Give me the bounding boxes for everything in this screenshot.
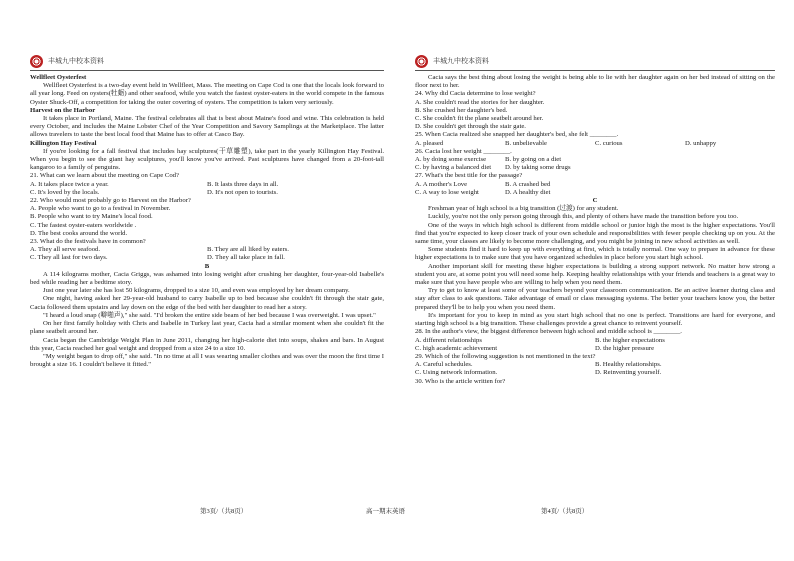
text-paragraph: One night, having asked her 29-year-old husband to carry Isabelle up to bed because she couldn't fit through the stair gate, Cacia followed them upstairs and lay down on the edge of the bed with her daughter to read her a story. [30,295,384,311]
text-paragraph: 27. What's the best title for the passage? [415,172,523,180]
text-paragraph: Wellfleet Oysterfest is a two-day event held in Wellfleet, Mass. The meeting on Cape Cod is one that the locals look forward to all year long. Feed on oysters(牡蛎) and other seafood, while you watch the fastest oyster-eaters in the world compete in the famous Oyster Shuck-Off, a competition for taking the outer covering of oysters. The competition is taken very seriously. [30,82,385,106]
answer-options [30,181,384,197]
answer-option: C. by having a balanced diet [415,164,492,172]
answer-option: B. unbelievable [505,139,547,147]
answer-options [415,361,775,377]
answer-option [685,156,775,164]
text-paragraph: On her first family holiday with Chris and Isabelle in Turkey last year, Cacia had a similar moment when she couldn't fit the plane seatbelt around her. [30,320,384,336]
text-paragraph: B. She crushed her daughter's bed. [415,106,508,114]
section-heading: Harvest on the Harbor [30,106,96,114]
school-logo-icon [415,55,428,68]
answer-options [415,164,775,172]
text-paragraph: Cacia began the Cambridge Weight Plan in June 2011, changing her high-calorie diet into soups, shakes and bars. In August this year, Cacia reached her goal weight and dropped from a size 24 to a size 10. [30,336,384,352]
answer-option: D. unhappy [685,139,717,147]
text-paragraph: "I heard a loud snap (噼啪声)," she said. "I'd broken the entire side beam of her bed because I was overweight. I was upset." [43,311,376,319]
answer-options [415,156,775,164]
left-header-title: 丰城九中校本资料 [48,57,104,65]
answer-option: D. the higher pressure [595,344,655,352]
section-heading: Wellfleet Oysterfest [30,74,87,81]
text-paragraph: It's important for you to keep in mind as you start high school that no one is perfect. Transitions are hard for everyone, and starting high school is a big transition. These challenges provide a great chance to reinvent yourself. [415,311,775,328]
right-header-rule [415,70,775,71]
text-paragraph: 25. When Cacia realized she snapped her daughter's bed, she felt ________. [415,131,619,139]
center-footer: 高一期末英语 [366,508,405,515]
right-page [397,0,794,561]
answer-option: C. They all last for two days. [30,254,108,262]
text-paragraph: D. The best cooks around the world. [30,229,128,237]
text-paragraph: 24. Why did Cacia determine to lose weight? [415,90,536,98]
answer-option: C. Using network information. [415,369,498,377]
right-page-body [415,74,775,386]
text-paragraph: 30. Who is the article written for? [415,377,506,385]
text-paragraph: Another important skill for meeting these higher expectations is building a strong support network. No matter how strong a student you are, at some point you will need some help. Keeping healthy relationships with your friends and teachers is a great way to make sure that you have people who are willing to help when you need them. [415,262,775,287]
text-paragraph: A. People who want to go to a festival in November. [30,205,171,213]
answer-option: D. by taking some drugs [505,164,571,172]
text-paragraph: 21. What can we learn about the meeting on Cape Cod? [30,172,179,180]
answer-option: A. They all serve seafood. [30,246,101,254]
text-paragraph: D. She couldn't get through the stair gate. [415,123,526,131]
right-page-footer: 第4页/（共8页） [541,508,589,515]
text-paragraph: C. The fastest oyster-eaters worldwide . [30,221,137,229]
answer-option [595,156,685,164]
answer-option: B. It lasts three days in all. [207,180,279,188]
text-paragraph: Try to get to know at least some of your teachers beyond your classroom communication. Be an active learner during class and stay after class to ask questions. Take advantage of email or class messaging systems. The better your teachers know you, the better prepared they'll be to help you when you need them. [415,287,775,311]
answer-option: B. Healthy relationships. [595,361,662,369]
answer-option [595,164,685,172]
answer-options [415,140,775,148]
answer-option: C. It's loved by the locals. [30,188,100,196]
text-paragraph: 23. What do the festivals have in common? [30,238,146,246]
answer-option: C. high academic achievement [415,344,498,352]
answer-options [30,246,384,262]
answer-option: A. pleased [415,139,444,147]
answer-option: B. They are all liked by eaters. [207,246,289,254]
answer-option: D. A healthy diet [505,188,551,196]
answer-option: A. different relationships [415,336,482,344]
answer-option: D. Reinventing yourself. [595,369,662,377]
text-paragraph: Just one year later she has lost 50 kilograms, dropped to a size 10, and even was employed by her dream company. [43,287,350,295]
text-paragraph: 29. Which of the following suggestion is not mentioned in the text? [415,352,596,360]
text-paragraph: Cacia says the best thing about losing the weight is being able to lie with her daughter again on her bed instead of sitting on the floor next to her. [415,74,775,90]
answer-option: B. the higher expectations [595,336,665,344]
answer-option: C. curious [595,139,623,147]
text-paragraph: B. People who want to try Maine's local food. [30,213,153,221]
school-logo-icon [30,55,43,68]
answer-option: A. A mother's Love [415,180,468,188]
answer-option: B. by going on a diet [505,156,562,164]
answer-option [595,181,685,189]
answer-option [595,189,685,197]
text-paragraph: If you're looking for a fall festival that includes hay sculptures(干草雕塑), take part in the yearly Killington Hay Festival. When you begin to see the giant hay sculptures, you'll know you've arrived. Past sculptures have changed from a 20-foot-tall kangaroo to a family of penguins. [30,147,384,172]
answer-option: A. It takes place twice a year. [30,180,109,188]
answer-option [685,164,775,172]
answer-options [415,337,775,353]
text-paragraph: 26. Cacia lost her weight ________. [415,147,512,155]
text-paragraph: C. She couldn't fit the plane seatbelt around her. [415,115,544,123]
section-letter: C [592,197,598,205]
text-paragraph: One of the ways in which high school is different from middle school or junior high the most is the higher expectations. You'll find that you're expected to keep closer track of your own schedule and responsibilities with fewer people checking up on you. At the same time, your classes are likely to become more challenging, and you might be joining in new school activities as well. [415,221,775,246]
answer-options [415,181,775,189]
left-page-footer: 第3页/（共8页） [200,508,248,515]
text-paragraph: It takes place in Portland, Maine. The festival celebrates all that is best about Maine's food and wine. This celebration is held every October, and includes the Maine Lobster Chef of the Year Competition and Savory Samplings at the Marketplace. The latter allows travelers to taste the best local food that Maine has to offer at Casco Bay. [30,115,384,139]
answer-option [685,189,775,197]
right-header-title: 丰城九中校本资料 [433,57,489,65]
section-heading: Killington Hay Festival [30,139,97,147]
text-paragraph: A 114 kilograms mother, Cacia Griggs, was ashamed into losing weight after crushing her daughter, four-year-old Isabelle's bed while reading her a bedtime story. [30,270,384,287]
answer-option: D. They all take place in fall. [207,254,285,262]
text-paragraph: "My weight began to drop off," she said. "In no time at all I was wearing smaller clothes and was over the moon the first time I brought a size 16. I couldn't believe it fitted." [30,352,384,369]
text-paragraph: Some students find it hard to keep up with everything at first, which is totally normal. One way to prepare in advance for these higher expectations is to make sure that you have organized schedules in place before you start high school. [415,246,775,262]
text-paragraph: 28. In the author's view, the biggest difference between high school and middle school is ________. [415,328,682,336]
answer-option: C. A way to lose weight [415,188,479,196]
answer-option [685,181,775,189]
text-paragraph: A. She couldn't read the stories for her daughter. [415,98,545,106]
text-paragraph: Luckily, you're not the only person going through this, and plenty of others have made the transition before you too. [428,213,739,221]
answer-option: B. A crashed bed [505,180,551,188]
text-paragraph: Freshman year of high school is a big transition (过渡) for any student. [428,205,619,213]
left-page-body [30,74,384,369]
text-paragraph: 22. Who would most probably go to Harvest on the Harbor? [30,197,191,205]
left-header-rule [30,70,384,71]
section-letter: B [204,262,210,270]
answer-option: A. Careful schedules. [415,361,473,369]
answer-option: A. by doing some exercise [415,156,487,164]
answer-option: D. It's not open to tourists. [207,188,278,196]
answer-options [415,189,775,197]
